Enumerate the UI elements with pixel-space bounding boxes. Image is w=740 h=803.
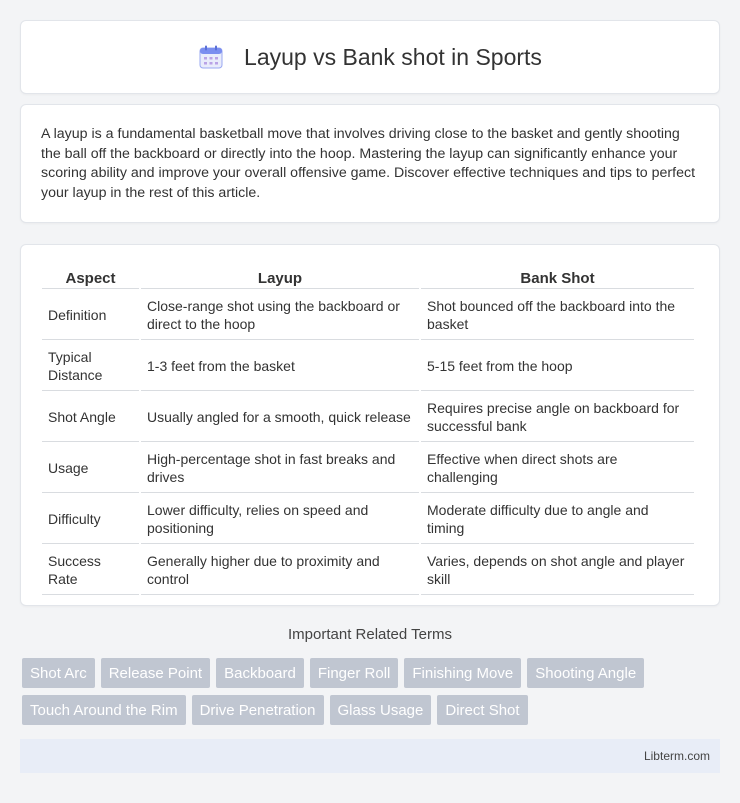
cell-layup: Generally higher due to proximity and control <box>141 546 419 595</box>
table-row <box>42 393 694 442</box>
cell-layup: High-percentage shot in fast breaks and drives <box>141 444 419 493</box>
cell-aspect: Shot Angle <box>42 393 139 442</box>
related-terms-list <box>22 658 722 732</box>
header-card <box>20 20 720 94</box>
table-row <box>42 444 694 493</box>
comparison-card <box>20 244 720 606</box>
tag-drive-penetration[interactable]: Drive Penetration <box>192 695 324 725</box>
cell-layup: Close-range shot using the backboard or direct to the hoop <box>141 291 419 340</box>
cell-bank-shot: Shot bounced off the backboard into the basket <box>421 291 694 340</box>
tag-finger-roll[interactable]: Finger Roll <box>310 658 399 688</box>
tag-touch-around-the-rim[interactable]: Touch Around the Rim <box>22 695 186 725</box>
cell-aspect: Difficulty <box>42 495 139 544</box>
page-title: Layup vs Bank shot in Sports <box>244 43 542 70</box>
tag-glass-usage[interactable]: Glass Usage <box>330 695 432 725</box>
tag-finishing-move[interactable]: Finishing Move <box>404 658 521 688</box>
tag-shot-arc[interactable]: Shot Arc <box>22 658 95 688</box>
table-header-row <box>42 267 694 289</box>
intro-paragraph: A layup is a fundamental basketball move that involves driving close to the basket and gently shooting the ball off the backboard or directly into the hoop. Mastering the layup can significantly enhance your scoring ability and improve your overall offensive game. Discover effective techniques and tips to perfect your layup in the rest of this article. <box>41 126 696 201</box>
cell-bank-shot: Moderate difficulty due to angle and timing <box>421 495 694 544</box>
cell-aspect: Typical Distance <box>42 342 139 391</box>
tag-backboard[interactable]: Backboard <box>216 658 304 688</box>
related-terms-title: Important Related Terms <box>288 626 452 643</box>
cell-bank-shot: 5-15 feet from the hoop <box>421 342 694 391</box>
column-header-bank-shot: Bank Shot <box>421 267 694 289</box>
table-row <box>42 546 694 595</box>
cell-bank-shot: Varies, depends on shot angle and player skill <box>421 546 694 595</box>
cell-layup: Lower difficulty, relies on speed and positioning <box>141 495 419 544</box>
cell-bank-shot: Effective when direct shots are challenging <box>421 444 694 493</box>
tag-row <box>22 658 722 688</box>
title-wrap <box>198 44 542 71</box>
cell-aspect: Success Rate <box>42 546 139 595</box>
column-header-aspect: Aspect <box>42 267 139 289</box>
table-row <box>42 291 694 340</box>
table-row <box>42 495 694 544</box>
column-header-layup: Layup <box>141 267 419 289</box>
tag-release-point[interactable]: Release Point <box>101 658 210 688</box>
tag-direct-shot[interactable]: Direct Shot <box>437 695 527 725</box>
calendar-icon <box>198 44 224 70</box>
cell-layup: Usually angled for a smooth, quick release <box>141 393 419 442</box>
table-row <box>42 342 694 391</box>
footer <box>20 739 720 773</box>
footer-site-link[interactable]: Libterm.com <box>643 749 710 763</box>
cell-bank-shot: Requires precise angle on backboard for successful bank <box>421 393 694 442</box>
comparison-table <box>40 265 696 597</box>
intro-card <box>20 104 720 223</box>
tag-row <box>22 695 722 725</box>
tag-shooting-angle[interactable]: Shooting Angle <box>527 658 644 688</box>
cell-aspect: Usage <box>42 444 139 493</box>
cell-aspect: Definition <box>42 291 139 340</box>
cell-layup: 1-3 feet from the basket <box>141 342 419 391</box>
